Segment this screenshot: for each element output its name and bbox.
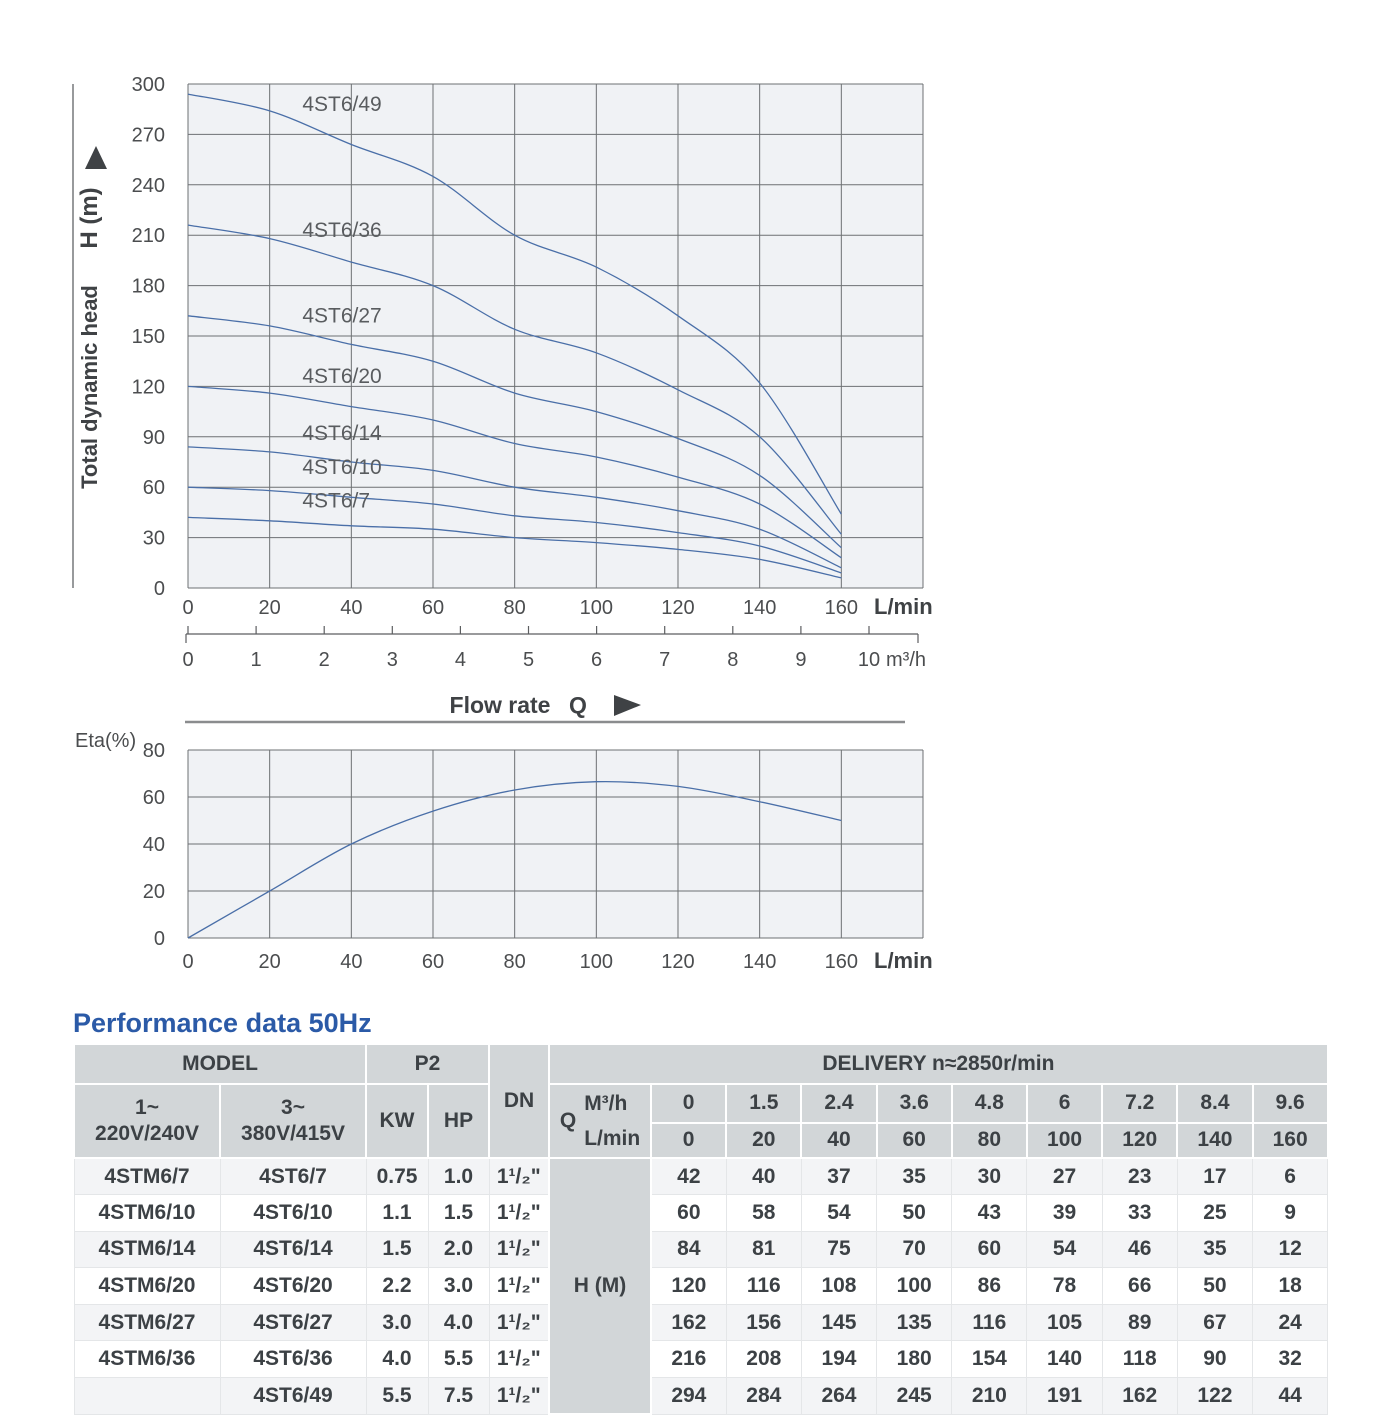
head-y-tick-label: 150: [131, 326, 165, 348]
eta-y-tick-label: 80: [142, 740, 165, 762]
head-value-cell: 50: [877, 1195, 952, 1232]
head-x-tick-label: 140: [742, 597, 777, 619]
m3h-tick-label: 0: [182, 649, 194, 671]
eta-y-tick-label: 60: [142, 787, 165, 809]
table-row: [74, 1378, 1328, 1415]
flow-m3h-value: 2.4: [801, 1084, 876, 1123]
head-value-cell: 43: [952, 1195, 1027, 1232]
head-y-tick-label: 120: [131, 376, 165, 399]
flow-lmin-value: 140: [1177, 1123, 1252, 1158]
eta-x-tick-label: 160: [824, 951, 859, 973]
curve-label: 4ST6/14: [302, 422, 382, 446]
head-x-tick-label: 20: [258, 597, 281, 619]
m3h-tick-label: 7: [659, 649, 671, 671]
delivery-header: DELIVERY n≈2850r/min: [549, 1044, 1328, 1084]
m3h-tick-label: 5: [522, 649, 535, 671]
table-row: [74, 1231, 1328, 1268]
head-value-cell: 216: [651, 1341, 726, 1378]
model-header: MODEL: [74, 1044, 366, 1084]
head-value-cell: 84: [651, 1231, 726, 1268]
model-3ph-cell: 4ST6/10: [220, 1195, 366, 1232]
table-row: [74, 1268, 1328, 1305]
head-value-cell: 9: [1253, 1195, 1328, 1232]
flow-m3h-value: 3.6: [877, 1084, 952, 1123]
eta-y-tick-label: 0: [153, 928, 165, 950]
model-1ph-cell: 4STM6/14: [74, 1231, 220, 1268]
p2-header: P2: [366, 1044, 489, 1084]
kw-cell: 1.5: [366, 1231, 428, 1268]
head-value-cell: 66: [1102, 1268, 1177, 1305]
head-value-cell: 264: [801, 1378, 876, 1415]
hp-cell: 4.0: [428, 1304, 489, 1341]
head-y-tick-label: 90: [142, 426, 165, 449]
head-value-cell: 194: [801, 1341, 876, 1378]
q-m3h-unit: M³/h: [584, 1092, 628, 1116]
hp-cell: 5.5: [428, 1341, 489, 1378]
head-y-tick-label: 270: [131, 124, 165, 147]
model-3ph-cell: 4ST6/49: [220, 1378, 366, 1415]
head-y-tick-label: 60: [142, 477, 165, 500]
head-value-cell: 42: [651, 1158, 726, 1195]
head-value-cell: 30: [952, 1158, 1027, 1195]
head-value-cell: 25: [1177, 1195, 1252, 1232]
head-value-cell: 12: [1253, 1231, 1328, 1268]
dn-header: DN: [489, 1044, 549, 1158]
kw-cell: 1.1: [366, 1195, 428, 1232]
head-value-cell: 70: [877, 1231, 952, 1268]
kw-cell: 3.0: [366, 1304, 428, 1341]
head-value-cell: 67: [1177, 1304, 1252, 1341]
eta-lmin-unit-label: L/min: [874, 948, 933, 973]
kw-cell: 4.0: [366, 1341, 428, 1378]
m3h-tick-label: 1: [250, 649, 262, 671]
head-value-cell: 17: [1177, 1158, 1252, 1195]
curve-label: 4ST6/10: [302, 455, 382, 479]
m3h-tick-label: 9: [795, 649, 807, 671]
flow-lmin-value: 80: [952, 1123, 1027, 1158]
hp-cell: 1.0: [428, 1158, 489, 1195]
flow-m3h-value: 0: [651, 1084, 726, 1123]
flow-lmin-value: 160: [1253, 1123, 1328, 1158]
flow-lmin-value: 0: [651, 1123, 726, 1158]
m3h-unit-label: m³/h: [886, 649, 926, 671]
head-value-cell: 100: [877, 1268, 952, 1305]
model-3ph-cell: 4ST6/27: [220, 1304, 366, 1341]
dn-cell: 1¹/₂": [489, 1158, 549, 1195]
eta-x-tick-label: 120: [661, 951, 695, 973]
head-value-cell: 40: [726, 1158, 801, 1195]
head-value-cell: 105: [1027, 1304, 1102, 1341]
head-value-cell: 180: [877, 1341, 952, 1378]
flow-lmin-value: 20: [726, 1123, 801, 1158]
head-x-tick-label: 60: [421, 597, 445, 619]
kw-cell: 0.75: [366, 1158, 428, 1195]
table-row: [74, 1341, 1328, 1378]
m3h-tick-label: 2: [318, 649, 330, 671]
head-value-cell: 54: [1027, 1231, 1102, 1268]
flow-m3h-value: 1.5: [726, 1084, 801, 1123]
head-value-cell: 81: [726, 1231, 801, 1268]
head-value-cell: 35: [877, 1158, 952, 1195]
total-dynamic-head-label: Total dynamic head: [77, 285, 102, 489]
phase3-header: 3~ 380V/415V: [220, 1084, 366, 1158]
dn-cell: 1¹/₂": [489, 1304, 549, 1341]
head-value-cell: 18: [1253, 1268, 1328, 1305]
head-value-cell: 46: [1102, 1231, 1177, 1268]
model-1ph-cell: 4STM6/36: [74, 1341, 220, 1378]
eta-x-tick-label: 0: [182, 951, 194, 973]
m3h-tick-label: 8: [727, 649, 739, 671]
head-value-cell: 122: [1177, 1378, 1252, 1415]
head-value-cell: 116: [726, 1268, 801, 1305]
flow-rate-label: Flow rate: [449, 692, 551, 718]
head-value-cell: 140: [1027, 1341, 1102, 1378]
flow-lmin-value: 100: [1027, 1123, 1102, 1158]
head-value-cell: 54: [801, 1195, 876, 1232]
head-x-tick-label: 120: [661, 597, 695, 619]
m3h-tick-label: 6: [591, 649, 603, 671]
head-value-cell: 50: [1177, 1268, 1252, 1305]
dn-cell: 1¹/₂": [489, 1268, 549, 1305]
kw-cell: 2.2: [366, 1268, 428, 1305]
model-1ph-cell: 4STM6/10: [74, 1195, 220, 1232]
eta-x-tick-label: 80: [503, 951, 526, 973]
head-value-cell: 90: [1177, 1341, 1252, 1378]
h-m-axis-label: H (m): [76, 187, 103, 249]
model-1ph-cell: 4STM6/20: [74, 1268, 220, 1305]
hp-header: HP: [428, 1084, 489, 1158]
head-value-cell: 156: [726, 1304, 801, 1341]
head-value-cell: 60: [651, 1195, 726, 1232]
flow-m3h-value: 6: [1027, 1084, 1102, 1123]
model-3ph-cell: 4ST6/36: [220, 1341, 366, 1378]
head-x-tick-label: 0: [182, 597, 194, 619]
q-label: Q: [559, 1108, 577, 1132]
performance-table: [73, 1043, 1329, 1415]
flow-m3h-value: 9.6: [1253, 1084, 1328, 1123]
dn-cell: 1¹/₂": [489, 1378, 549, 1415]
head-value-cell: 120: [651, 1268, 726, 1305]
head-value-cell: 78: [1027, 1268, 1102, 1305]
performance-data-title: Performance data 50Hz: [73, 1008, 372, 1038]
eta-x-tick-label: 100: [579, 951, 614, 973]
eta-y-tick-label: 40: [142, 834, 165, 856]
head-value-cell: 75: [801, 1231, 876, 1268]
head-value-cell: 191: [1027, 1378, 1102, 1415]
head-value-cell: 60: [952, 1231, 1027, 1268]
model-3ph-cell: 4ST6/7: [220, 1158, 366, 1195]
curve-label: 4ST6/36: [302, 218, 382, 242]
head-value-cell: 23: [1102, 1158, 1177, 1195]
flow-m3h-value: 4.8: [952, 1084, 1027, 1123]
curve-label: 4ST6/7: [302, 489, 371, 513]
h-m-label-cell: H (M): [549, 1158, 651, 1414]
head-value-cell: 284: [726, 1378, 801, 1415]
head-y-tick-label: 0: [153, 578, 165, 600]
kw-header: KW: [366, 1084, 428, 1158]
hp-cell: 2.0: [428, 1231, 489, 1268]
head-value-cell: 24: [1253, 1304, 1328, 1341]
head-x-tick-label: 40: [340, 597, 363, 619]
head-y-tick-label: 210: [131, 225, 165, 248]
model-3ph-cell: 4ST6/14: [220, 1231, 366, 1268]
head-value-cell: 154: [952, 1341, 1027, 1378]
head-value-cell: 135: [877, 1304, 952, 1341]
curve-label: 4ST6/49: [302, 92, 382, 116]
flow-m3h-value: 7.2: [1102, 1084, 1177, 1123]
flow-m3h-value: 8.4: [1177, 1084, 1252, 1123]
model-1ph-cell: 4STM6/27: [74, 1304, 220, 1341]
table-row: [74, 1195, 1328, 1232]
head-value-cell: 32: [1253, 1341, 1328, 1378]
dn-cell: 1¹/₂": [489, 1341, 549, 1378]
flow-lmin-value: 40: [801, 1123, 876, 1158]
head-value-cell: 6: [1253, 1158, 1328, 1195]
flow-lmin-value: 120: [1102, 1123, 1177, 1158]
hp-cell: 7.5: [428, 1378, 489, 1415]
head-value-cell: 86: [952, 1268, 1027, 1305]
eta-axis-label: Eta(%): [75, 730, 137, 752]
head-value-cell: 58: [726, 1195, 801, 1232]
hp-cell: 1.5: [428, 1195, 489, 1232]
table-row: [74, 1304, 1328, 1341]
m3h-tick-label: 4: [454, 649, 466, 671]
hp-cell: 3.0: [428, 1268, 489, 1305]
m3h-tick-label: 10: [857, 649, 881, 671]
head-value-cell: 108: [801, 1268, 876, 1305]
curve-label: 4ST6/20: [302, 365, 382, 389]
dn-cell: 1¹/₂": [489, 1195, 549, 1232]
lmin-unit-label: L/min: [874, 594, 933, 619]
q-lmin-unit: L/min: [584, 1127, 641, 1151]
phase1-header: 1~ 220V/240V: [74, 1084, 220, 1158]
model-3ph-cell: 4ST6/20: [220, 1268, 366, 1305]
head-value-cell: 27: [1027, 1158, 1102, 1195]
head-x-tick-label: 80: [503, 597, 526, 619]
right-arrow-icon: [614, 695, 641, 716]
eta-x-tick-label: 20: [258, 951, 281, 973]
eta-x-tick-label: 140: [742, 951, 777, 973]
head-value-cell: 37: [801, 1158, 876, 1195]
head-value-cell: 294: [651, 1378, 726, 1415]
kw-cell: 5.5: [366, 1378, 428, 1415]
head-value-cell: 210: [952, 1378, 1027, 1415]
head-x-tick-label: 160: [824, 597, 859, 619]
model-1ph-cell: 4STM6/7: [74, 1158, 220, 1195]
head-value-cell: 33: [1102, 1195, 1177, 1232]
head-value-cell: 116: [952, 1304, 1027, 1341]
head-value-cell: 162: [651, 1304, 726, 1341]
head-y-tick-label: 30: [142, 527, 165, 550]
flow-rate-q-label: Q: [569, 692, 587, 718]
eta-x-tick-label: 60: [421, 951, 445, 973]
head-value-cell: 44: [1253, 1378, 1328, 1415]
up-arrow-icon: [85, 146, 107, 169]
head-y-tick-label: 300: [131, 74, 165, 96]
m3h-tick-label: 3: [386, 649, 398, 671]
head-value-cell: 208: [726, 1341, 801, 1378]
head-value-cell: 89: [1102, 1304, 1177, 1341]
dn-cell: 1¹/₂": [489, 1231, 549, 1268]
head-y-tick-label: 240: [131, 174, 165, 197]
curve-label: 4ST6/27: [302, 304, 382, 328]
head-value-cell: 162: [1102, 1378, 1177, 1415]
table-row: [74, 1158, 1328, 1195]
flow-lmin-value: 60: [877, 1123, 952, 1158]
model-1ph-cell: [74, 1378, 220, 1415]
eta-y-tick-label: 20: [142, 881, 165, 903]
eta-x-tick-label: 40: [340, 951, 363, 973]
head-value-cell: 35: [1177, 1231, 1252, 1268]
head-x-tick-label: 100: [579, 597, 614, 619]
head-value-cell: 145: [801, 1304, 876, 1341]
head-value-cell: 118: [1102, 1341, 1177, 1378]
head-y-tick-label: 180: [131, 275, 165, 298]
q-header: [549, 1084, 651, 1158]
head-value-cell: 245: [877, 1378, 952, 1415]
head-value-cell: 39: [1027, 1195, 1102, 1232]
